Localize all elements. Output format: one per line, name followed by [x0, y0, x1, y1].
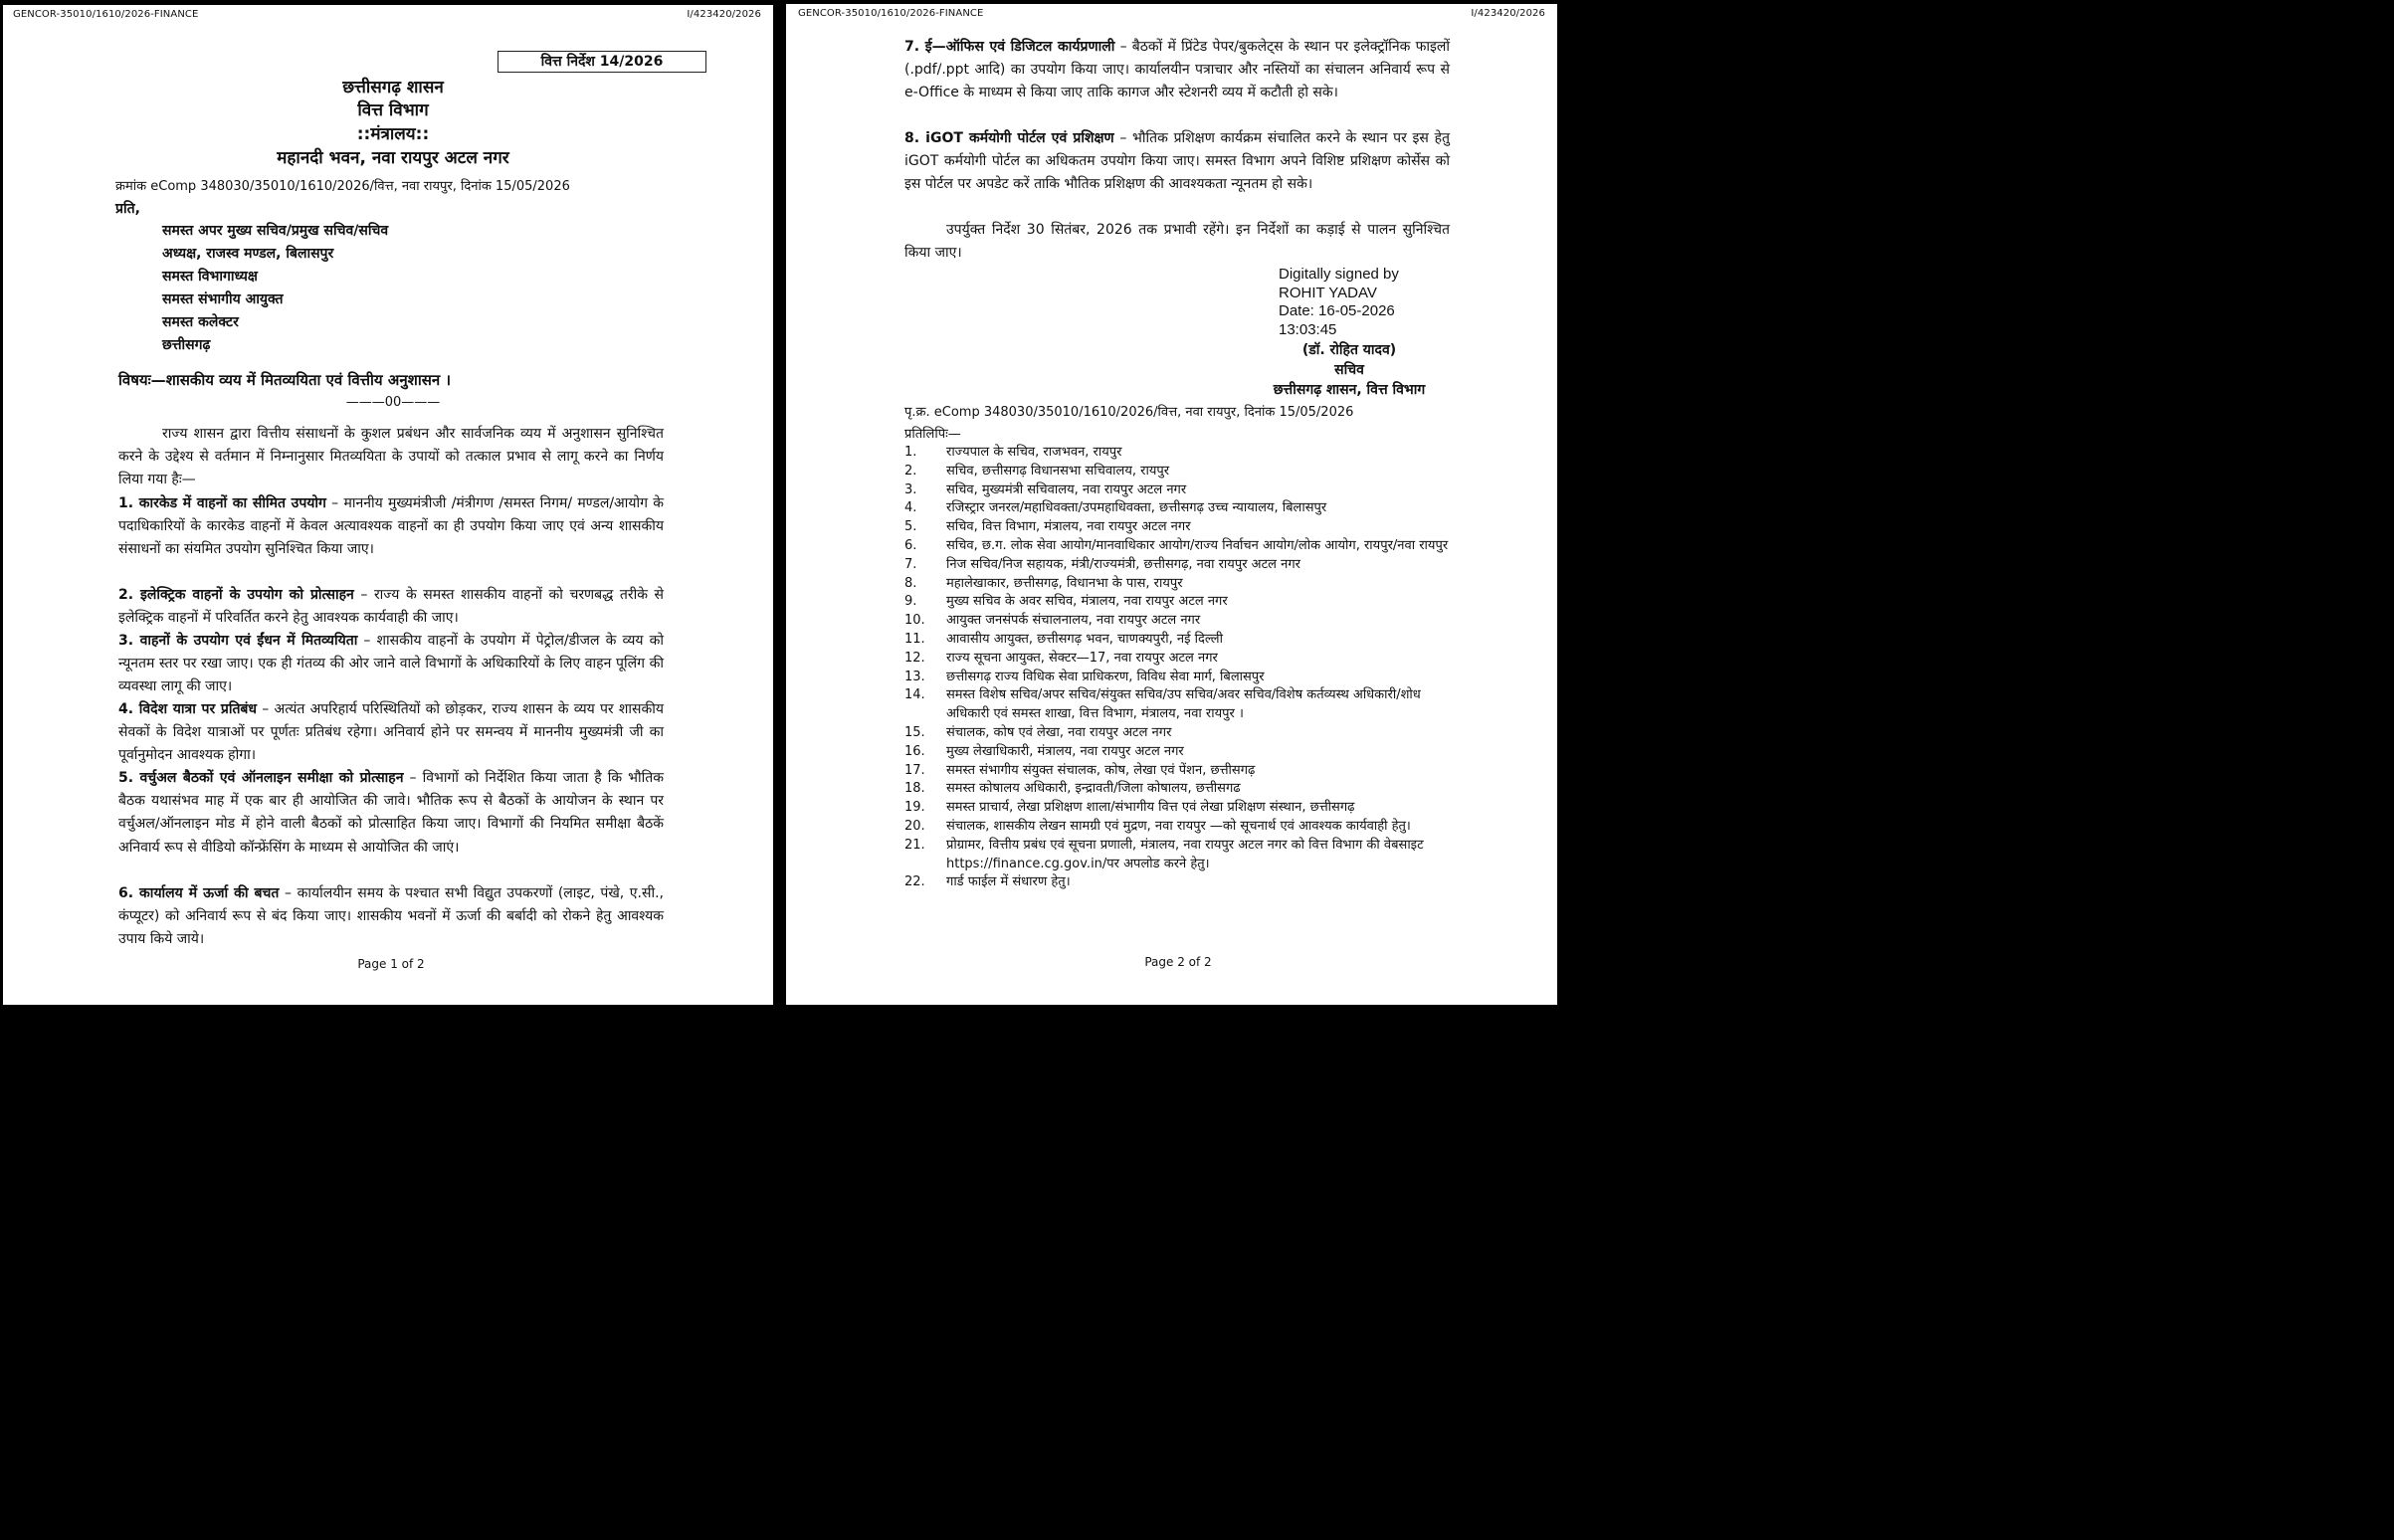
item-text: – भौतिक प्रशिक्षण कार्यक्रम संचालित करने के स्थान पर इस हेतु iGOT कर्मयोगी पोर्टल का अधिकतम उपयोग किया जाए। समस्त विभाग अपने विशिष्ट प्रशिक्षण कोर्सेस को इस पोर्टल पर अपडेट करें ताकि भौतिक प्रशिक्षण की आवश्यकता न्यूनतम हो सके। [904, 130, 1450, 193]
item-heading: 8. iGOT कर्मयोगी पोर्टल एवं प्रशिक्षण [904, 130, 1114, 146]
list-item: 5. सचिव, वित्त विभाग, मंत्रालय, नवा रायपुर अटल नगर [904, 519, 1191, 535]
list-item: 15. संचालक, कोष एवं लेखा, नवा रायपुर अटल नगर [904, 724, 1172, 740]
directive-item-7 [904, 36, 1450, 105]
list-item: 16. मुख्य लेखाधिकारी, मंत्रालय, नवा रायपुर अटल नगर [904, 743, 1184, 759]
list-item: 17. समस्त संभागीय संयुक्त संचालक, कोष, लेखा एवं पेंशन, छत्तीसगढ़ [904, 762, 1256, 778]
document-page-2 [786, 4, 1557, 1005]
list-item: 8. महालेखाकार, छत्तीसगढ़, विधानभा के पास, रायपुर [904, 575, 1183, 591]
list-item: 13. छत्तीसगढ़ राज्य विधिक सेवा प्राधिकरण, विविध सेवा मार्ग, बिलासपुर [904, 669, 1265, 684]
copy-list [904, 444, 1462, 892]
list-item: 12. राज्य सूचना आयुक्त, सेक्टर—17, नवा रायपुर अटल नगर [904, 650, 1218, 666]
intro-paragraph: राज्य शासन द्वारा वित्तीय संसाधनों के कुशल प्रबंधन और सार्वजनिक व्यय में अनुशासन सुनिश्चित करने के उद्देश्य से वर्तमान में निम्नानुसार मितव्ययिता के उपायों को तत्काल प्रभाव से लागू करने का निर्णय लिया गया हैः— [118, 426, 664, 488]
list-item: 19. समस्त प्राचार्य, लेखा प्रशिक्षण शाला/संभागीय वित्त एवं लेखा प्रशिक्षण संस्थान, छत्तीसगढ़ [904, 800, 1355, 816]
mantralaya-label: ::मंत्रालय:: [356, 124, 430, 144]
list-item: 21. प्रोग्रामर, वित्तीय प्रबंध एवं सूचना प्रणाली, मंत्रालय, नवा रायपुर अटल नगर को वित्त विभाग की वेबसाइट https://finance.cg.gov.in/पर अपलोड करने हेतु। [904, 837, 1424, 871]
list-item: 3. सचिव, मुख्यमंत्री सचिवालय, नवा रायपुर अटल नगर [904, 481, 1187, 497]
document-page-1 [3, 5, 773, 1005]
item-text: – विभागों को निर्देशित किया जाता है कि भौतिक बैठक यथासंभव माह में एक बार ही आयोजित की जावे। भौतिक रूप से बैठकों के आयोजन के स्थान पर वर्चुअल/ऑनलाइन मोड में होने वाली बैठकों को प्रोत्साहित किया जाए। विभागों की नियमित समीक्षा बैठकें अनिवार्य रूप से वीडियो कॉन्फ्रेंसिंग के माध्यम से आयोजित की जाएं। [118, 770, 664, 856]
signer-name: (डॉ. रोहित यादव) [1301, 342, 1397, 358]
page-number-footer: Page 2 of 2 [1144, 955, 1212, 969]
signer-name-latin: ROHIT YADAV [1279, 284, 1377, 301]
item-heading: 2. इलेक्ट्रिक वाहनों के उपयोग को प्रोत्साहन [118, 587, 354, 603]
department-name: वित्त विभाग [357, 100, 429, 120]
item-heading: 4. विदेश यात्रा पर प्रतिबंध [118, 701, 258, 717]
item-text: – माननीय मुख्यमंत्रीजी /मंत्रीगण /समस्त निगम/ मण्डल/आयोग के पदाधिकारियों के कारकेड वाहनों में केवल अत्यावश्यक वाहनों का ही उपयोग किया जाए एवं अन्य शासकीय संसाधनों का संयमित उपयोग सुनिश्चित किया जाए। [118, 495, 664, 558]
directive-item-4 [118, 698, 664, 768]
item-heading: 5. वर्चुअल बैठकों एवं ऑनलाइन समीक्षा को प्रोत्साहन [118, 770, 404, 786]
item-text: – राज्य के समस्त शासकीय वाहनों को चरणबद्ध तरीके से इलेक्ट्रिक वाहनों में परिवर्तित करने हेतु आवश्यक कार्यवाही की जाए। [118, 587, 665, 627]
item-text: – अत्यंत अपरिहार्य परिस्थितियों को छोड़कर, राज्य शासन के व्यय पर शासकीय सेवकों के विदेश यात्राओं पर पूर्णतः प्रतिबंध रहेगा। अनिवार्य होने पर समन्वय में माननीय मुख्यमंत्री जी का पूर्वानुमोदन आवश्यक होगा। [118, 701, 664, 764]
file-number-header: GENCOR-35010/1610/2026-FINANCE [13, 9, 199, 20]
recipient-line: समस्त कलेक्टर [162, 314, 239, 330]
recipient-line: समस्त अपर मुख्य सचिव/प्रमुख सचिव/सचिव [162, 223, 389, 239]
digital-signature-block [1279, 266, 1399, 339]
signer-office: छत्तीसगढ़ शासन, वित्त विभाग [1273, 382, 1426, 398]
recipient-line: अध्यक्ष, राजस्व मण्डल, बिलासपुर [162, 246, 334, 262]
item-text: – कार्यालयीन समय के पश्चात सभी विद्युत उपकरणों (लाइट, पंखे, ए.सी., कंप्यूटर) को अनिवार्य रूप से बंद किया जाए। शासकीय भवनों में ऊर्जा की बर्बादी को रोकने हेतु आवश्यक उपाय किये जाये। [118, 885, 664, 948]
endorsement-line: पृ.क्र. eComp 348030/35010/1610/2026/वित्त, नवा रायपुर, दिनांक 15/05/2026 [904, 405, 1354, 420]
item-text: – शासकीय वाहनों के उपयोग में पेट्रोल/डीजल के व्यय को न्यूनतम स्तर पर रखा जाए। एक ही गंतव्य की ओर जाने वाले विभागों के अधिकारियों के लिए वाहन पूलिंग की व्यवस्था लागू की जाए। [118, 633, 664, 695]
directive-item-5 [118, 767, 664, 860]
list-item: 6. सचिव, छ.ग. लोक सेवा आयोग/मानवाधिकार आयोग/राज्य निर्वाचन आयोग/लोक आयोग, रायपुर/नवा रायपुर [904, 537, 1449, 553]
list-item: 10. आयुक्त जनसंपर्क संचालनालय, नवा रायपुर अटल नगर [904, 613, 1201, 629]
directive-item-1 [118, 492, 664, 562]
list-item: 18. समस्त कोषालय अधिकारी, इन्द्रावती/जिला कोषालय, छत्तीसगढ [904, 781, 1241, 797]
recipient-line: समस्त विभागाध्यक्ष [162, 269, 258, 285]
list-item: 11. आवासीय आयुक्त, छत्तीसगढ़ भवन, चाणक्यपुरी, नई दिल्ली [904, 631, 1223, 647]
list-item: 14. समस्त विशेष सचिव/अपर सचिव/संयुक्त सचिव/उप सचिव/अवर सचिव/विशेष कर्तव्यस्थ अधिकारी/शोध अधिकारी एवं समस्त शाखा, वित्त विभाग, मंत्रालय, नवा रायपुर । [904, 687, 1421, 722]
signer-designation: सचिव [1334, 362, 1364, 378]
list-item: 2. सचिव, छत्तीसगढ़ विधानसभा सचिवालय, रायपुर [904, 463, 1170, 479]
recipient-line: छत्तीसगढ़ [162, 337, 211, 353]
item-heading: 3. वाहनों के उपयोग एवं ईंधन में मितव्ययिता [118, 633, 358, 649]
closing-paragraph: उपर्युक्त निर्देश 30 सितंबर, 2026 तक प्रभावी रहेंगे। इन निर्देशों का कड़ाई से पालन सुनिश्चित किया जाए। [904, 222, 1450, 262]
recipient-line: समस्त संभागीय आयुक्त [162, 291, 284, 307]
file-number-header: GENCOR-35010/1610/2026-FINANCE [798, 8, 984, 19]
item-heading: 1. कारकेड में वाहनों का सीमित उपयोग [118, 495, 326, 511]
signature-line: Digitally signed by [1279, 266, 1399, 283]
divider-mark: ———00——— [345, 395, 441, 410]
directive-number-box: वित्त निर्देश 14/2026 [498, 51, 706, 73]
directive-item-6 [118, 882, 664, 952]
list-item: 22. गार्ड फाईल में संधारण हेतु। [904, 874, 1071, 890]
subject-line: विषयः—शासकीय व्यय में मितव्ययिता एवं वित्तीय अनुशासन । [118, 371, 452, 389]
page-number-footer: Page 1 of 2 [357, 957, 425, 971]
to-label: प्रति, [115, 201, 140, 217]
list-item: 4. रजिस्ट्रार जनरल/महाधिवक्ता/उपमहाधिवक्ता, छत्तीसगढ़ उच्च न्यायालय, बिलासपुर [904, 500, 1327, 516]
signature-date: Date: 16-05-2026 [1279, 302, 1395, 319]
copy-label: प्रतिलिपिः— [904, 427, 961, 442]
list-item: 1. राज्यपाल के सचिव, राजभवन, रायपुर [904, 445, 1122, 460]
directive-item-2 [118, 584, 664, 630]
list-item: 7. निज सचिव/निज सहायक, मंत्री/राज्यमंत्री, छत्तीसगढ़, नवा रायपुर अटल नगर [904, 556, 1300, 572]
reference-line: क्रमांक eComp 348030/35010/1610/2026/वित्त, नवा रायपुर, दिनांक 15/05/2026 [115, 179, 570, 194]
signature-time: 13:03:45 [1279, 320, 1337, 338]
item-text: – बैठकों में प्रिंटेड पेपर/बुकलेट्स के स्थान पर इलेक्ट्रॉनिक फाइलों (.pdf/.ppt आदि) का उपयोग किया जाए। कार्यालयीन पत्राचार और नस्तियों का संचालन अनिवार्य रूप से e-Office के माध्यम से किया जाए ताकि कागज और स्टेशनरी व्यय में कटौती हो सके। [904, 39, 1450, 101]
directive-item-3 [118, 630, 664, 699]
item-heading: 6. कार्यालय में ऊर्जा की बचत [118, 885, 280, 901]
inward-number-header: I/423420/2026 [1471, 8, 1545, 19]
government-name: छत्तीसगढ़ शासन [342, 78, 444, 97]
list-item: 20. संचालक, शासकीय लेखन सामग्री एवं मुद्रण, नवा रायपुर —को सूचनार्थ एवं आवश्यक कार्यवाही हेतु। [904, 818, 1411, 834]
directive-item-8 [904, 127, 1450, 197]
list-item: 9. मुख्य सचिव के अवर सचिव, मंत्रालय, नवा रायपुर अटल नगर [904, 594, 1228, 610]
office-address: महानदी भवन, नवा रायपुर अटल नगर [277, 148, 509, 168]
item-heading: 7. ई—ऑफिस एवं डिजिटल कार्यप्रणाली [904, 39, 1115, 55]
inward-number-header: I/423420/2026 [687, 9, 761, 20]
